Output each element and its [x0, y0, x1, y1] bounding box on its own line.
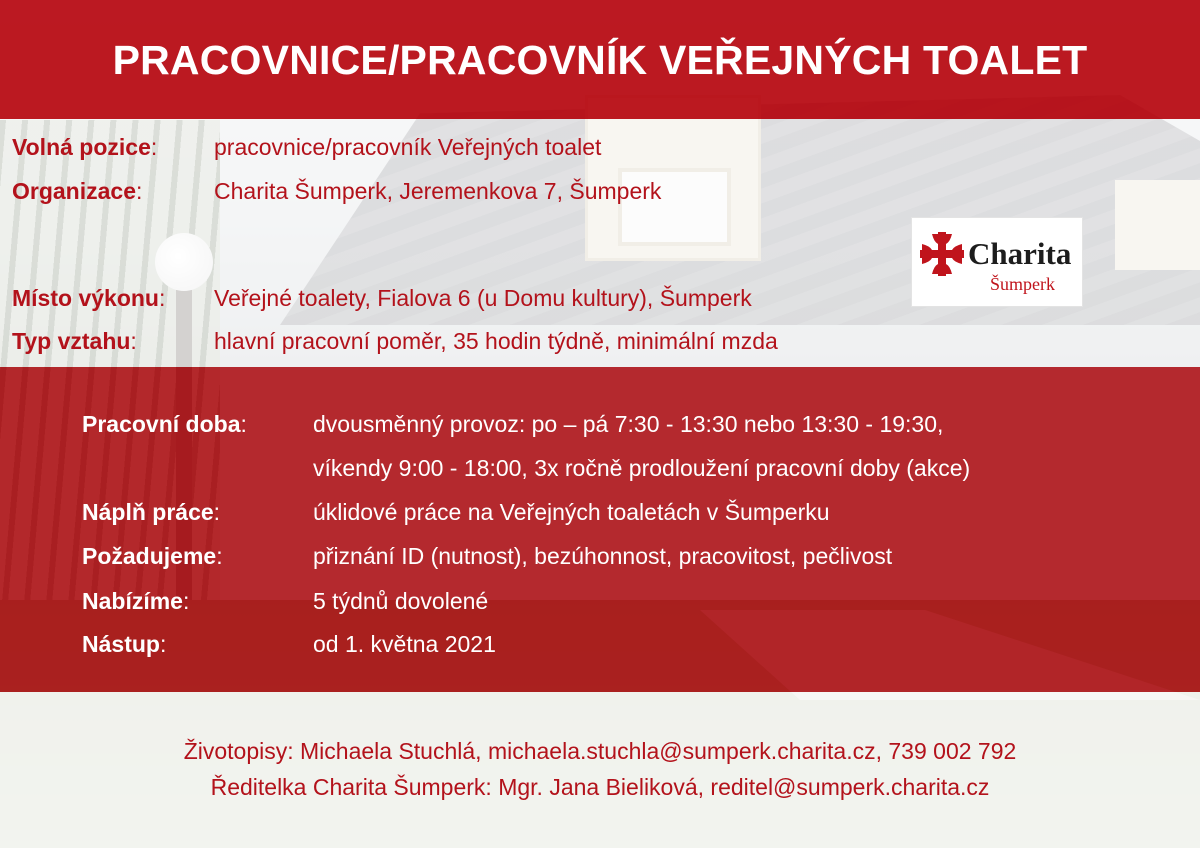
detail-label: Nástup: [82, 631, 160, 657]
page-title: PRACOVNICE/PRACOVNÍK VEŘEJNÝCH TOALET: [112, 37, 1088, 83]
info-value: Charita Šumperk, Jeremenkova 7, Šumperk: [214, 178, 662, 204]
detail-value: od 1. května 2021: [313, 631, 496, 657]
detail-label: Náplň práce: [82, 499, 214, 525]
logo-city: Šumperk: [990, 274, 1055, 294]
logo-name: Charita: [968, 236, 1072, 271]
detail-value: přiznání ID (nutnost), bezúhonnost, pracovitost, pečlivost: [313, 543, 893, 569]
detail-label: Požadujeme: [82, 543, 217, 569]
detail-label: Nabízíme: [82, 588, 183, 614]
detail-label: Pracovní doba: [82, 411, 241, 437]
contact-director: Ředitelka Charita Šumperk: Mgr. Jana Bieliková, reditel@sumperk.charita.cz: [210, 774, 990, 800]
detail-value: víkendy 9:00 - 18:00, 3x ročně prodloužení pracovní doby (akce): [313, 455, 971, 481]
contact-band: [0, 692, 1200, 848]
info-value: hlavní pracovní poměr, 35 hodin týdně, minimální mzda: [214, 328, 778, 354]
info-value: Veřejné toalety, Fialova 6 (u Domu kultury), Šumperk: [214, 285, 752, 311]
detail-value: dvousměnný provoz: po – pá 7:30 - 13:30 nebo 13:30 - 19:30,: [313, 411, 944, 437]
info-label: Volná pozice: [12, 134, 151, 160]
info-value: pracovnice/pracovník Veřejných toalet: [214, 134, 602, 160]
charita-cross-icon: [918, 230, 966, 278]
contact-cv: Životopisy: Michaela Stuchlá, michaela.stuchla@sumperk.charita.cz, 739 002 792: [183, 738, 1017, 764]
info-label: Organizace: [12, 178, 136, 204]
detail-value: úklidové práce na Veřejných toaletách v Šumperku: [313, 499, 830, 525]
charita-logo: [911, 217, 1083, 307]
info-label: Místo výkonu: [12, 285, 159, 311]
detail-value: 5 týdnů dovolené: [313, 588, 489, 614]
info-label: Typ vztahu: [12, 328, 131, 354]
